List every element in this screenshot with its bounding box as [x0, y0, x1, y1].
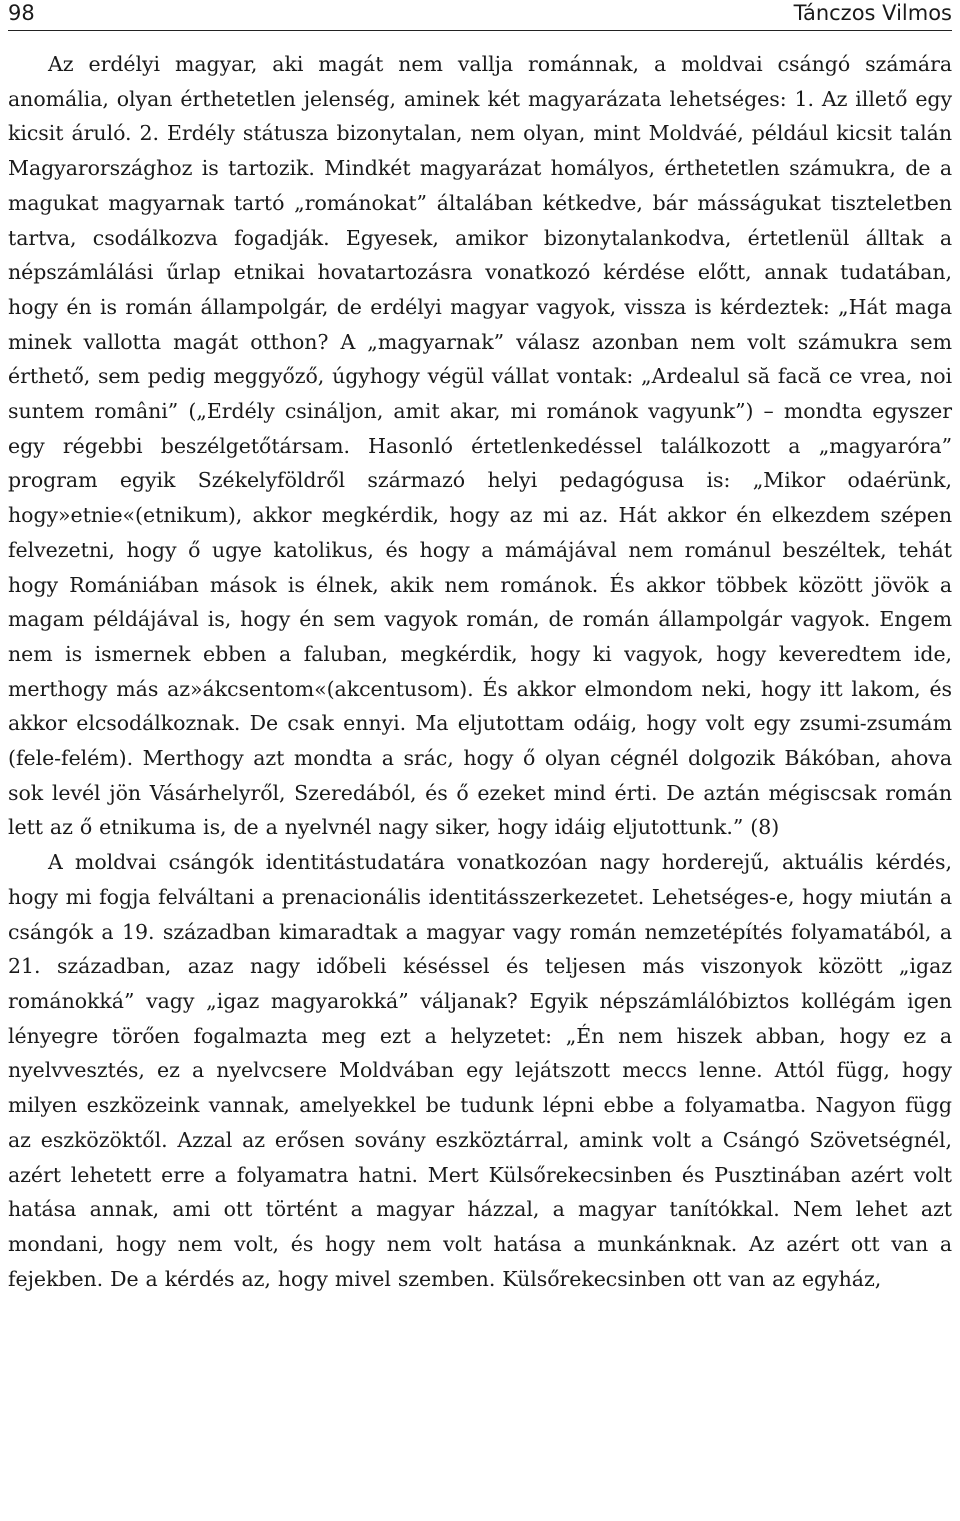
- running-header-author: Tánczos Vilmos: [793, 1, 952, 25]
- paragraph: Az erdélyi magyar, aki magát nem vallja románnak, a moldvai csángó számára anomália, olyan érthetetlen jelenség, aminek két magyarázata lehetséges: 1. Az illető egy kicsit áruló. 2. Erdély státusza bizonytalan, nem olyan, mint Moldváé, például kicsit talán Magyarországhoz is tartozik. Mindkét magyarázat homályos, érthetetlen számukra, de a magukat magyarnak tartó „románokat” általában kétkedve, bár másságukat tiszteletben tartva, csodálkozva fogadják. Egyesek, amikor bizonytalankodva, értetlenül álltak a népszámlálási űrlap etnikai hovatartozásra vonatkozó kérdése előtt, annak tudatában, hogy én is román állampolgár, de erdélyi magyar vagyok, vissza is kérdeztek: „Hát maga minek vallotta magát otthon? A „magyarnak” válasz azonban nem volt számukra sem érthető, sem pedig meggyőző, úgyhogy végül vállat vontak: „Ardealul să facă ce vrea, noi suntem români” („Erdély csináljon, amit akar, mi románok vagyunk”) – mondta egyszer egy régebbi beszélgetőtársam. Hasonló értetlenkedéssel találkozott a „magyaróra” program egyik Székelyföldről származó helyi pedagógusa is: „Mikor odaérünk, hogy»etnie«(etnikum), akkor megkérdik, hogy az mi az. Hát akkor én elkezdem szépen felvezetni, hogy ő ugye katolikus, és hogy a mámájával nem románul beszéltek, tehát hogy Romániában mások is élnek, akik nem románok. És akkor többek között jövök a magam példájával is, hogy én sem vagyok román, de román állampolgár vagyok. Engem nem is ismernek ebben a faluban, megkérdik, hogy ki vagyok, hogy keveredtem ide, merthogy más az»ákcsentom«(akcentusom). És akkor elmondom neki, hogy itt lakom, és akkor elcsodálkoznak. De csak ennyi. Ma eljutottam odáig, hogy volt egy zsumi-zsumám (fele-felém). Merthogy azt mondta a srác, hogy ő olyan cégnél dolgozik Bákóban, ahova sok levél jön Vásárhelyről, Szeredából, és ő ezeket mind érti. De aztán mégiscsak román lett az ő etnikuma is, de a nyelvnél nagy siker, hogy idáig eljutottunk.” (8): [8, 52, 952, 840]
- body-text: [8, 47, 952, 1296]
- running-header: [8, 0, 952, 31]
- page-number: 98: [8, 1, 35, 25]
- paragraph: A moldvai csángók identitástudatára vonatkozóan nagy horderejű, aktuális kérdés, hogy mi fogja felváltani a prenacionális identitásszerkezetet. Lehetséges-e, hogy miután a csángók a 19. században kimaradtak a magyar vagy román nemzetépítés folyamatából, a 21. században, azaz nagy időbeli késéssel és teljesen más viszonyok között „igaz románokká” vagy „igaz magyarokká” váljanak? Egyik népszámlálóbiztos kollégám igen lényegre törően fogalmazta meg ezt a helyzetet: „Én nem hiszek abban, hogy ez a nyelvvesztés, ez a nyelvcsere Moldvában egy lejátszott meccs lenne. Attól függ, hogy milyen eszközeink vannak, amelyekkel be tudunk lépni ebbe a folyamatba. Nagyon függ az eszközöktől. Azzal az erősen sovány eszköztárral, amink volt a Csángó Szövetségnél, azért lehetett erre a folyamatra hatni. Mert Külsőrekecsinben és Pusztinában azért volt hatása annak, ami ott történt a magyar házzal, a magyar tanítókkal. Nem lehet azt mondani, hogy nem volt, és hogy nem volt hatása a munkánknak. Az azért ott van a fejekben. De a kérdés az, hogy mivel szemben. Külsőrekecsinben ott van az egyház,: [8, 850, 952, 1291]
